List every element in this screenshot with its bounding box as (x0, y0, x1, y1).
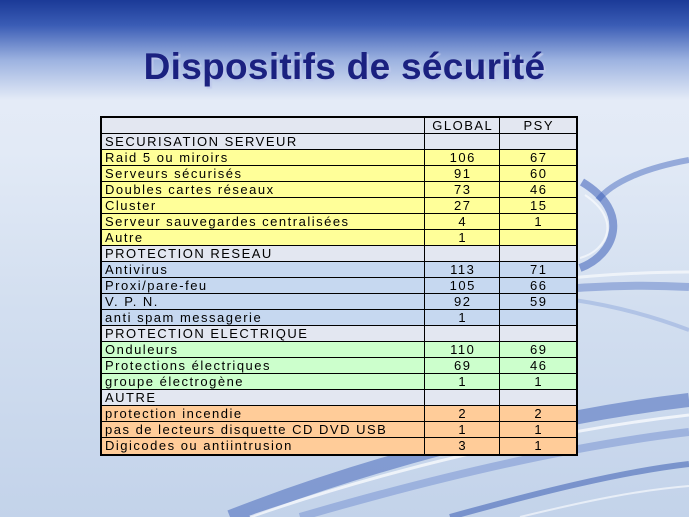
section-header-row (102, 390, 576, 406)
psy-value: 60 (530, 166, 548, 181)
global-value: 92 (425, 294, 500, 309)
global-value: 1 (425, 230, 500, 245)
global-value: 4 (425, 214, 500, 229)
psy-value: 1 (534, 214, 544, 229)
table-row (102, 262, 576, 278)
global-value (425, 390, 500, 405)
psy-value: 46 (530, 358, 548, 373)
table-row (102, 198, 576, 214)
global-value (425, 326, 500, 341)
table-row (102, 278, 576, 294)
global-value: 105 (425, 278, 500, 293)
section-title: AUTRE (102, 390, 425, 405)
column-header-psy: PSY (523, 118, 554, 133)
table-row (102, 150, 576, 166)
row-label: anti spam messagerie (102, 310, 425, 325)
row-label: Serveurs sécurisés (102, 166, 425, 181)
row-label: Onduleurs (102, 342, 425, 357)
row-label: Serveur sauvegardes centralisées (102, 214, 425, 229)
table-row (102, 294, 576, 310)
global-value (425, 246, 500, 261)
global-value: 113 (425, 262, 500, 277)
psy-value: 15 (530, 198, 548, 213)
table-row (102, 438, 576, 454)
global-value: 73 (425, 182, 500, 197)
psy-value (500, 390, 576, 405)
psy-value: 67 (530, 150, 548, 165)
global-value: 106 (425, 150, 500, 165)
table-row (102, 182, 576, 198)
row-label: protection incendie (102, 406, 425, 421)
table-row (102, 422, 576, 438)
security-table (100, 116, 578, 456)
global-value: 1 (425, 374, 500, 389)
table-header-row (102, 118, 576, 134)
psy-value (500, 134, 576, 149)
table-row (102, 310, 576, 326)
table-row (102, 406, 576, 422)
row-label: Proxi/pare-feu (102, 278, 425, 293)
section-header-row (102, 246, 576, 262)
row-label: groupe électrogène (102, 374, 425, 389)
section-title: PROTECTION ELECTRIQUE (102, 326, 425, 341)
column-header-global: GLOBAL (425, 118, 500, 133)
psy-value (500, 326, 576, 341)
psy-value: 59 (530, 294, 548, 309)
global-value: 1 (425, 310, 500, 325)
global-value: 3 (425, 438, 500, 454)
global-value: 2 (425, 406, 500, 421)
psy-value: 69 (530, 342, 548, 357)
global-value: 27 (425, 198, 500, 213)
row-label: Protections électriques (102, 358, 425, 373)
row-label: V. P. N. (102, 294, 425, 309)
row-label: Antivirus (102, 262, 425, 277)
psy-value: 1 (534, 438, 544, 453)
row-label: Digicodes ou antiintrusion (102, 438, 425, 454)
row-label: Autre (102, 230, 425, 245)
psy-value: 1 (534, 422, 544, 437)
row-label: Cluster (102, 198, 425, 213)
header-blank-cell (102, 118, 425, 133)
table-row (102, 214, 576, 230)
section-header-row (102, 134, 576, 150)
psy-value: 71 (530, 262, 548, 277)
table-row (102, 342, 576, 358)
table-row (102, 166, 576, 182)
row-label: Doubles cartes réseaux (102, 182, 425, 197)
section-header-row (102, 326, 576, 342)
global-value (425, 134, 500, 149)
global-value: 1 (425, 422, 500, 437)
psy-value (500, 310, 576, 325)
table-row (102, 230, 576, 246)
psy-value: 1 (534, 374, 544, 389)
slide-title: Dispositifs de sécurité (143, 46, 546, 87)
row-label: Raid 5 ou miroirs (102, 150, 425, 165)
psy-value: 66 (530, 278, 548, 293)
psy-value: 2 (534, 406, 544, 421)
psy-value: 46 (530, 182, 548, 197)
psy-value (500, 246, 576, 261)
global-value: 91 (425, 166, 500, 181)
table-row (102, 374, 576, 390)
section-title: SECURISATION SERVEUR (102, 134, 425, 149)
global-value: 69 (425, 358, 500, 373)
psy-value (500, 230, 576, 245)
row-label: pas de lecteurs disquette CD DVD USB (102, 422, 425, 437)
table-row (102, 358, 576, 374)
section-title: PROTECTION RESEAU (102, 246, 425, 261)
global-value: 110 (425, 342, 500, 357)
